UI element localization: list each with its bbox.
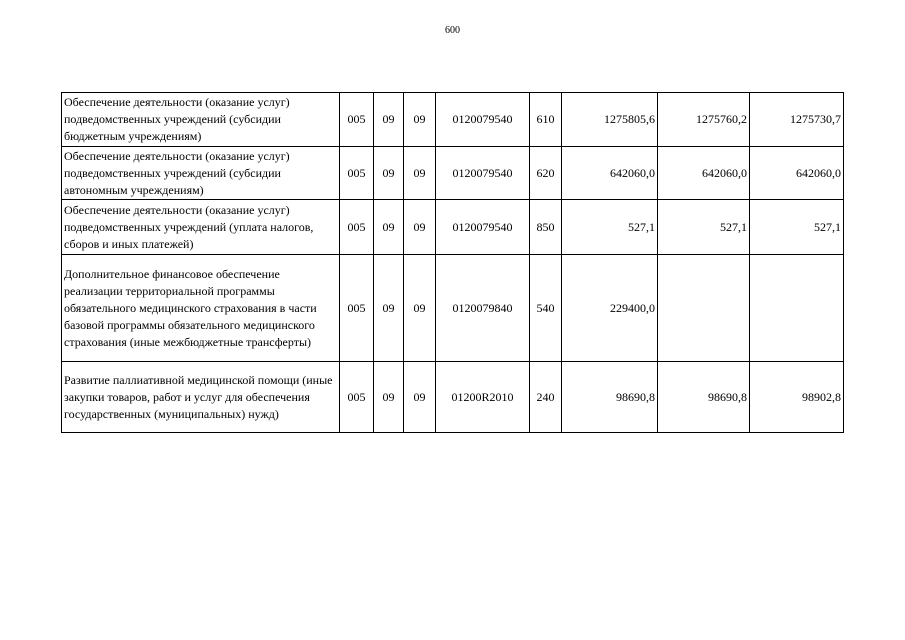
subsection-code-cell: 09 [404, 147, 436, 200]
expense-type-cell: 240 [530, 362, 562, 433]
target-article-cell: 0120079540 [436, 93, 530, 147]
table-row [62, 147, 844, 200]
year3-amount-cell [750, 255, 844, 362]
year2-amount-cell: 642060,0 [658, 147, 750, 200]
expense-type-cell: 850 [530, 200, 562, 255]
target-article-cell: 0120079540 [436, 147, 530, 200]
ministry-code-cell: 005 [340, 200, 374, 255]
subsection-code-cell: 09 [404, 255, 436, 362]
budget-table [61, 92, 844, 433]
target-article-cell: 0120079540 [436, 200, 530, 255]
page-number: 600 [445, 25, 460, 36]
target-article-cell: 01200R2010 [436, 362, 530, 433]
expense-type-cell: 610 [530, 93, 562, 147]
table-row [62, 362, 844, 433]
year3-amount-cell: 642060,0 [750, 147, 844, 200]
year1-amount-cell: 527,1 [562, 200, 658, 255]
target-article-cell: 0120079840 [436, 255, 530, 362]
section-code-cell: 09 [374, 200, 404, 255]
ministry-code-cell: 005 [340, 147, 374, 200]
year2-amount-cell: 1275760,2 [658, 93, 750, 147]
ministry-code-cell: 005 [340, 93, 374, 147]
year1-amount-cell: 1275805,6 [562, 93, 658, 147]
expense-name-cell: Обеспечение деятельности (оказание услуг) подведомственных учреждений (уплата налогов, сборов и иных платежей) [62, 200, 340, 255]
subsection-code-cell: 09 [404, 93, 436, 147]
year2-amount-cell: 98690,8 [658, 362, 750, 433]
section-code-cell: 09 [374, 93, 404, 147]
table-row [62, 255, 844, 362]
subsection-code-cell: 09 [404, 362, 436, 433]
expense-name-cell: Обеспечение деятельности (оказание услуг) подведомственных учреждений (субсидии бюджетным учреждениям) [62, 93, 340, 147]
year2-amount-cell [658, 255, 750, 362]
ministry-code-cell: 005 [340, 362, 374, 433]
year1-amount-cell: 642060,0 [562, 147, 658, 200]
expense-type-cell: 540 [530, 255, 562, 362]
expense-type-cell: 620 [530, 147, 562, 200]
expense-name-cell: Обеспечение деятельности (оказание услуг) подведомственных учреждений (субсидии автономным учреждениям) [62, 147, 340, 200]
year1-amount-cell: 229400,0 [562, 255, 658, 362]
expense-name-cell: Дополнительное финансовое обеспечение реализации территориальной программы обязательного медицинского страхования в части базовой программы обязательного медицинского страхования (иные межбюджетные трансферты) [62, 255, 340, 362]
section-code-cell: 09 [374, 362, 404, 433]
year3-amount-cell: 1275730,7 [750, 93, 844, 147]
subsection-code-cell: 09 [404, 200, 436, 255]
year3-amount-cell: 98902,8 [750, 362, 844, 433]
ministry-code-cell: 005 [340, 255, 374, 362]
table-row [62, 93, 844, 147]
year1-amount-cell: 98690,8 [562, 362, 658, 433]
year2-amount-cell: 527,1 [658, 200, 750, 255]
year3-amount-cell: 527,1 [750, 200, 844, 255]
section-code-cell: 09 [374, 147, 404, 200]
section-code-cell: 09 [374, 255, 404, 362]
expense-name-cell: Развитие паллиативной медицинской помощи (иные закупки товаров, работ и услуг для обеспечения государственных (муниципальных) нужд) [62, 362, 340, 433]
table-row [62, 200, 844, 255]
